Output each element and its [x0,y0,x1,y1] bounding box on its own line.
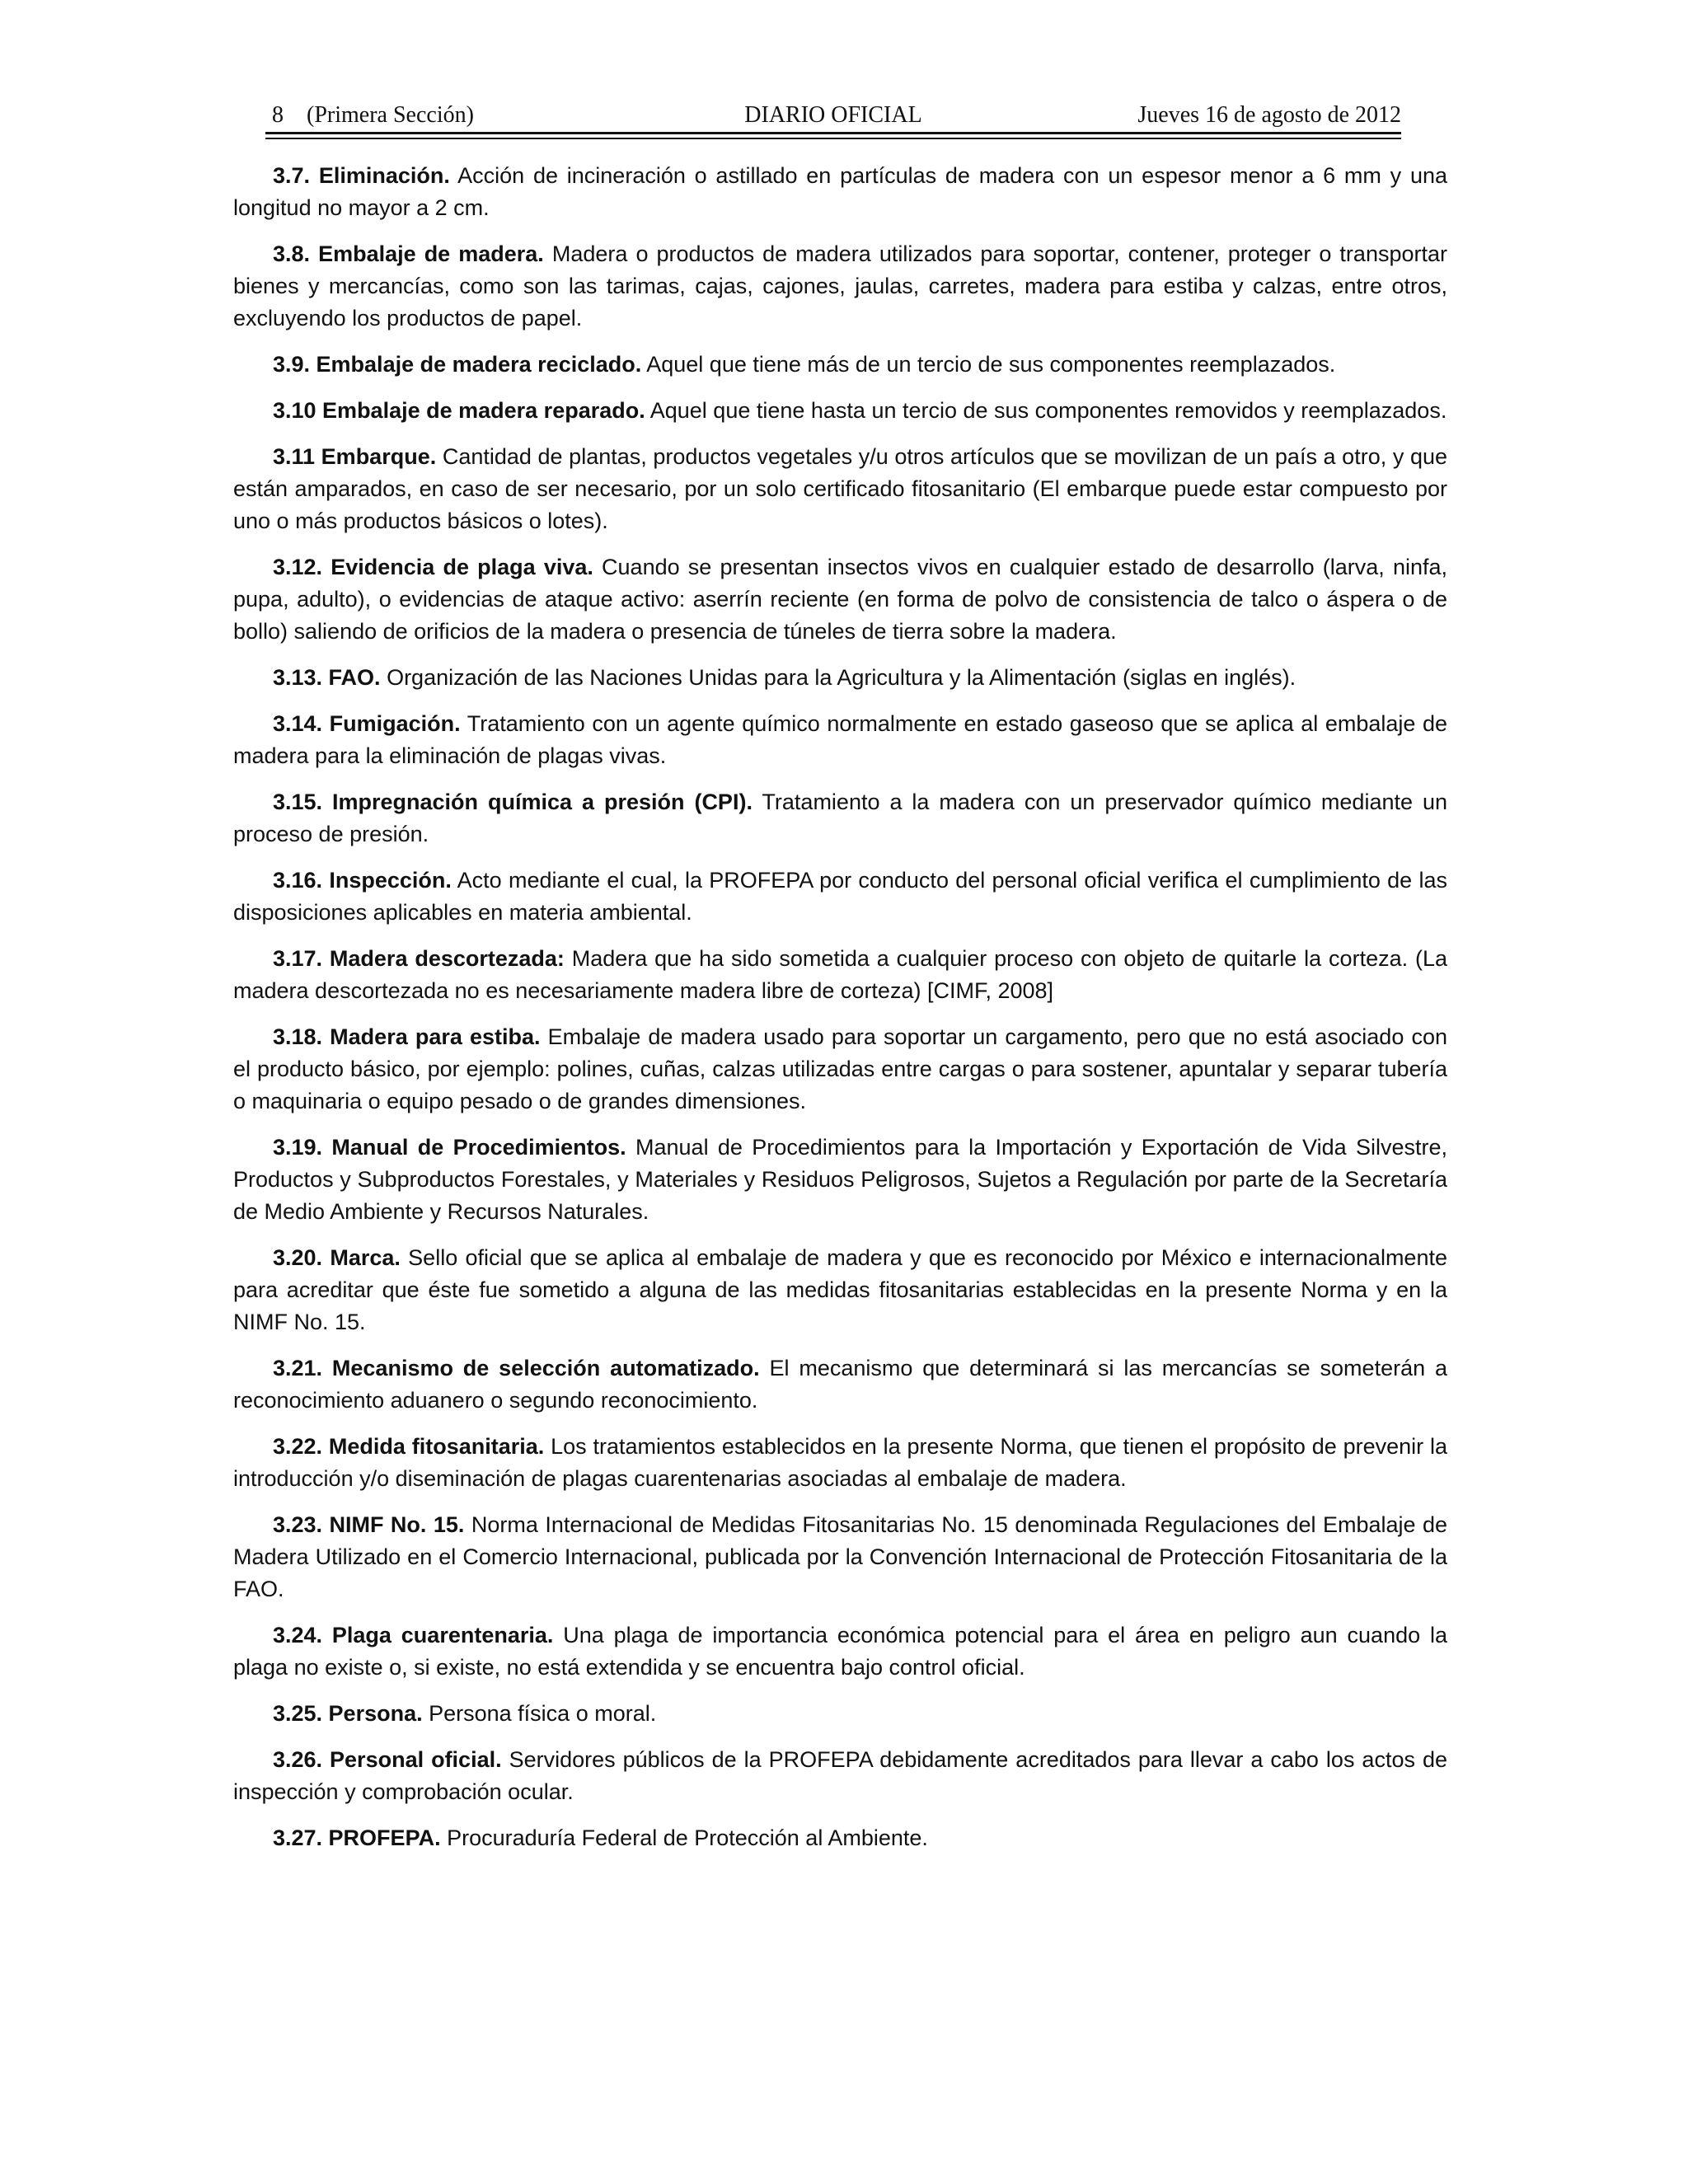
definition-entry [233,1698,1447,1730]
definition-entry [233,395,1447,427]
definition-term: 3.9. Embalaje de madera reciclado. [273,352,642,377]
definition-term: 3.12. Evidencia de plaga viva. [273,555,593,579]
definition-text: Sello oficial que se aplica al embalaje de madera y que es reconocido por México e internacionalmente para acreditar que éste fue sometido a alguna de las medidas fitosanitarias establecidas en la presente Norma y en la NIMF No. 15. [233,1245,1447,1334]
definition-term: 3.24. Plaga cuarentenaria. [273,1623,554,1647]
definition-term: 3.26. Personal oficial. [273,1747,502,1772]
definition-text: Acción de incineración o astillado en partículas de madera con un espesor menor a 6 mm y una longitud no mayor a 2 cm. [233,163,1447,220]
definition-entry [233,551,1447,648]
definition-term: 3.22. Medida fitosanitaria. [273,1434,545,1459]
definition-term: 3.20. Marca. [273,1245,401,1270]
definition-term: 3.11 Embarque. [273,444,437,469]
definition-term: 3.21. Mecanismo de selección automatizado. [273,1356,760,1380]
definition-text: Aquel que tiene hasta un tercio de sus componentes removidos y reemplazados. [645,398,1447,423]
definition-entry [233,238,1447,335]
definition-entry [233,662,1447,694]
definition-text: Tratamiento con un agente químico normalmente en estado gaseoso que se aplica al embalaje de madera para la eliminación de plagas vivas. [233,711,1448,768]
definition-entry [233,943,1447,1007]
definition-term: 3.17. Madera descortezada: [273,946,565,971]
definition-term: 3.27. PROFEPA. [273,1825,441,1850]
definition-entry [233,1132,1447,1228]
definition-entry [233,1021,1447,1118]
definition-text: El mecanismo que determinará si las mercancías se someterán a reconocimiento aduanero o segundo reconocimiento. [233,1356,1447,1413]
definition-term: 3.16. Inspección. [273,868,452,893]
definition-entry [233,1242,1447,1338]
definitions-list [233,160,1447,1868]
publication-title: DIARIO OFICIAL [744,102,922,128]
definition-text: Una plaga de importancia económica potencial para el área en peligro aun cuando la plaga no existe o, si existe, no está extendida y se encuentra bajo control oficial. [233,1623,1447,1680]
definition-entry [233,441,1447,537]
definition-text: Los tratamientos establecidos en la presente Norma, que tienen el propósito de prevenir la introducción y/o diseminación de plagas cuarentenarias asociadas al embalaje de madera. [233,1434,1447,1491]
definition-term: 3.19. Manual de Procedimientos. [273,1135,626,1160]
publication-date: Jueves 16 de agosto de 2012 [1137,102,1401,128]
definition-term: 3.25. Persona. [273,1701,423,1726]
definition-text: Embalaje de madera usado para soportar un cargamento, pero que no está asociado con el producto básico, por ejemplo: polines, cuñas, calzas utilizadas entre cargas o para sostener, apuntalar y separar tubería o maquinaria o equipo pesado o de grandes dimensiones. [233,1024,1447,1113]
definition-text: Acto mediante el cual, la PROFEPA por conducto del personal oficial verifica el cumplimiento de las disposiciones aplicables en materia ambiental. [233,868,1447,925]
definition-entry [233,708,1447,772]
definition-entry [233,160,1447,224]
definition-entry [233,349,1447,381]
definition-text: Organización de las Naciones Unidas para la Agricultura y la Alimentación (siglas en inglés). [380,665,1296,690]
definition-entry [233,1509,1447,1605]
definition-text: Cuando se presentan insectos vivos en cualquier estado de desarrollo (larva, ninfa, pupa, adulto), o evidencias de ataque activo: aserrín reciente (en forma de polvo de consistencia de talco o áspera o de bollo) saliendo de orificios de la madera o presencia de túneles de tierra sobre la madera. [233,555,1447,644]
header-rule-bottom [265,138,1401,139]
definition-term: 3.14. Fumigación. [273,711,461,736]
definition-text: Norma Internacional de Medidas Fitosanitarias No. 15 denominada Regulaciones del Embalaje de Madera Utilizado en el Comercio Internacional, publicada por la Convención Internacional de Protección Fitosanitaria de la FAO. [233,1512,1447,1601]
definition-entry [233,865,1447,929]
definition-text: Procuraduría Federal de Protección al Ambiente. [440,1825,928,1850]
definition-entry [233,1744,1447,1808]
definition-term: 3.15. Impregnación química a presión (CPI). [273,790,753,814]
header-rule-top [265,132,1401,134]
definition-entry [233,786,1447,851]
definition-text: Servidores públicos de la PROFEPA debidamente acreditados para llevar a cabo los actos de inspección y comprobación ocular. [233,1747,1447,1804]
definition-text: Madera que ha sido sometida a cualquier proceso con objeto de quitarle la corteza. (La madera descortezada no es necesariamente madera libre de corteza) [CIMF, 2008] [233,946,1447,1003]
definition-text: Persona física o moral. [422,1701,657,1726]
definition-term: 3.13. FAO. [273,665,381,690]
definition-term: 3.10 Embalaje de madera reparado. [273,398,645,423]
definition-text: Madera o productos de madera utilizados para soportar, contener, proteger o transportar bienes y mercancías, como son las tarimas, cajas, cajones, jaulas, carretes, madera para estiba y calzas, entre otros, excluyendo los productos de papel. [233,241,1447,330]
definition-text: Aquel que tiene más de un tercio de sus componentes reemplazados. [641,352,1336,377]
definition-term: 3.8. Embalaje de madera. [273,241,544,266]
definition-entry [233,1352,1447,1417]
definition-entry [233,1431,1447,1495]
definition-text: Tratamiento a la madera con un preservador químico mediante un proceso de presión. [233,790,1447,846]
definition-text: Cantidad de plantas, productos vegetales y/u otros artículos que se movilizan de un país a otro, y que están amparados, en caso de ser necesario, por un solo certificado fitosanitario (El embarque puede estar compuesto por uno o más productos básicos o lotes). [233,444,1447,533]
page-header [265,99,1401,132]
section-label: (Primera Sección) [307,102,474,128]
definition-entry [233,1822,1447,1854]
page-number: 8 [272,102,284,128]
definition-term: 3.18. Madera para estiba. [273,1024,541,1049]
definition-term: 3.7. Eliminación. [273,163,450,188]
definition-text: Manual de Procedimientos para la Importación y Exportación de Vida Silvestre, Productos y Subproductos Forestales, y Materiales y Residuos Peligrosos, Sujetos a Regulación por parte de la Secretaría de Medio Ambiente y Recursos Naturales. [233,1135,1447,1224]
definition-entry [233,1619,1447,1684]
definition-term: 3.23. NIMF No. 15. [273,1512,465,1537]
